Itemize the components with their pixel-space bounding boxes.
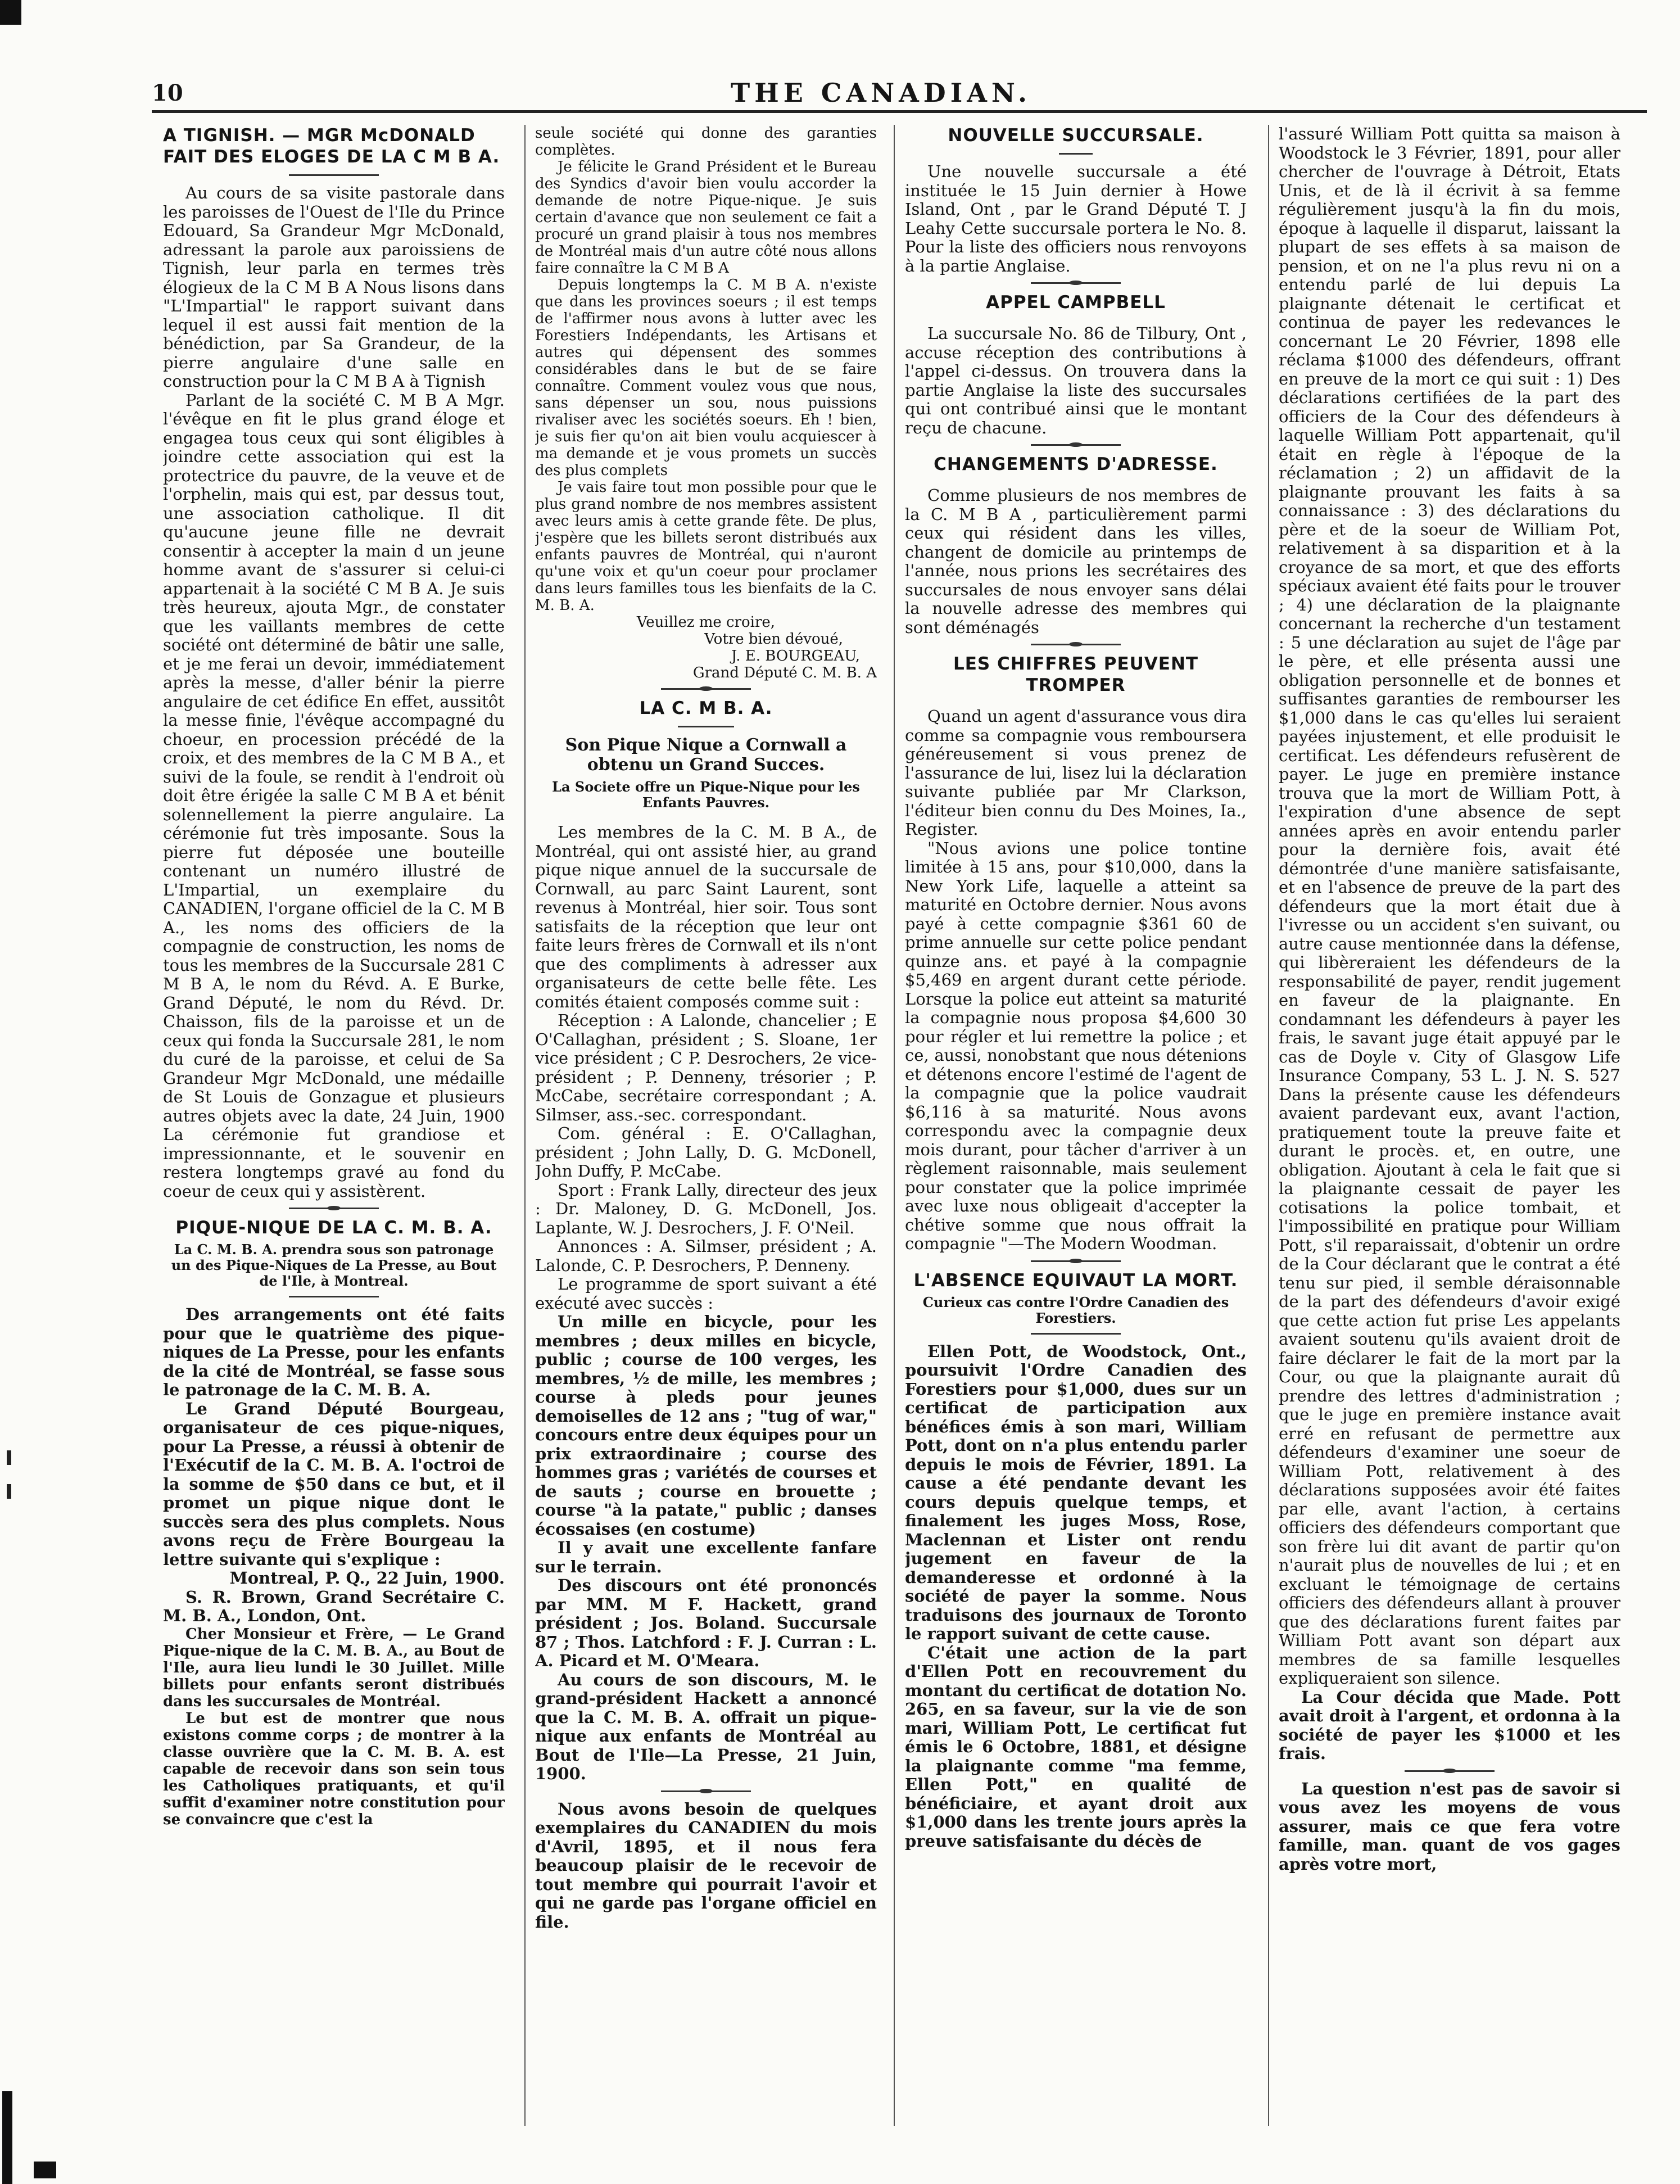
scan-edge-mark xyxy=(0,0,21,25)
article-paragraph: Parlant de la société C. M B A Mgr. l'évêque en fit le plus grand éloge et engagea tous ceux qui sont éligibles à joindre cette association qui est la protectrice du pauvre, de la veuve et de l'orphelin, mais qui est, par dessus tout, une association catholique. Il dit qu'aucune jeune fille ne devrait consentir à accepter la main d un jeune homme avant de s'assurer si celui-ci appartenait à la société C M B A. Je suis très heureux, ajouta Mgr., de constater que les vaillants membres de cette société ont déterminé de bâtir une salle, et je me ferai un devoir, immédiatement après la messe, d'aller bénir la pierre angulaire de cet édifice En effet, aussitôt la messe finie, l'évêque accompagné du choeur, en procession précédé de la croix, et des membres de la C M B A., et suivi de la foule, se rendit à l'endroit où doit être érigée la salle C M B A et bénit solennellement la pierre angulaire. La cérémonie fut très imposante. Sous la pierre fut déposée une bouteille contenant un numéro illustré de L'Impartial, un exemplaire du CANADIEN, l'organe officiel de la C. M B A., les noms des officiers de la compagnie de construction, les noms de tous les membres de la Succursale 281 C M B A, le nom du Révd. A. E Burke, Grand Député, le nom du Révd. Dr. Chaisson, fils de la paroisse et un de ceux qui fonda la Succursale 281, le nom du curé de la paroisse, et celui de Sa Grandeur Mgr McDonald, une médaille de St Louis de Gonzague et plusieurs autres objets avec la date, 24 Juin, 1900 La cérémonie fut grandiose et impressionnante, et le souvenir en restera longtemps gravé au fond du coeur de ceux qui y assistèrent. xyxy=(163,390,505,1201)
article-paragraph: l'assuré William Pott quitta sa maison à Woodstock le 3 Février, 1891, pour aller chercher de l'ouvrage à Détroit, Etats Unis, et de là il écrivit à sa femme régulièrement jusqu'à la fin du mois, époque à laquelle il disparut, laissant la plupart de ses effets à sa maison de pension, et on ne l'a plus revu ni on a entendu parlé de lui depuis La plaignante détenait le certificat et continua de payer les redevances le concernant Le 20 Février, 1898 elle réclama $1000 des défendeurs, offrant en preuve de la mort ce qui suit : 1) Des déclarations certifiées de la part des officiers de la Cour des défendeurs à laquelle William Pott appartenait, qu'il était en règle à l'époque de la réclamation ; 2) un affidavit de la plaignante prouvant les faits à sa connaissance : 3) des déclarations du père et de la soeur de William Pot, relativement à sa disparition et à la croyance de sa mort, et que des efforts spéciaux avaient été faits pour le trouver ; 4) une déclaration de la plaignante concernant la recherche d'un testament : 5 une déclaration au sujet de l'âge par le père, et elle présenta aussi une obligation personnelle et de bonnes et suffisantes garanties de rembourser les $1,000 dans le cas qu'elles lui seraient payées injustement, et elle produisit le certificat. Les défendeurs refusèrent de payer. Le juge en première instance trouva que la mort de William Pott, à l'expiration d'une absence de sept années après en avoir entendu parler pour la dernière fois, avait été démontrée d'une manière satisfaisante, et en l'absence de preuve de la part des défendeurs que la mort était due à l'ivresse ou un accident s'en suivant, ou autre cause mentionnée dans la défense, qui libèreraient les défendeurs de la responsabilité de payer, rendit jugement en faveur de la plaignante. En condamnant les défendeurs à payer les frais, le savant juge était appuyé par le cas de Doyle v. City of Glasgow Life Insurance Company, 53 L. J. N. S. 527 Dans la présente cause les défendeurs avaient pardevant eux, avant l'action, pratiquement toute la preuve faite et durant le procès. et, en outre, une obligation. Ajoutant à cela le fait que si la plaignante cessait de payer les cotisations la police tombait, et l'impossibilité en pratique pour William Pott, s'il reparaissait, d'obtenir un ordre de la Cour déclarant que le contrat a été tenu sur pied, il semble déraisonnable de la part des défendeurs d'avoir exigé que cette action fut prise Les appelants avaient soutenu qu'ils avaient droit de faire déclarer le fait de la mort par la Cour, ou que la plaignante aurait dû prendre des lettres d'administration ; que le juge en première instance avait erré en refusant de permettre aux défendeurs d'examiner une soeur de William Pott, relativement à des déclarations supposées avoir été faites par elle, avant l'action, à certains officiers des défendeurs comportant que son frère lui dit avant de partir qu'on n'aurait plus de nouvelles de lui ; et en excluant le témoignage de certains officiers des défendeurs allant à prouver que des déclarations furent faites par William Pott avant son départ aux membres de sa famille lesquelles expliqueraient son silence. xyxy=(1279,125,1620,1688)
article-paragraph: Une nouvelle succursale a été instituée le 15 Juin dernier à Howe Island, Ont , par le Grand Député T. J Leahy Cette succursale portera le No. 8. Pour la liste des officiers nous renvoyons à la partie Anglaise. xyxy=(905,162,1247,275)
notice-paragraph: Nous avons besoin de quelques exemplaires du CANADIEN du mois d'Avril, 1895, et il nous fera beaucoup plaisir de le recevoir de tout membre qui pourrait l'avoir et qui ne garde pas l'organe officiel en file. xyxy=(535,1799,877,1932)
column-1 xyxy=(163,125,505,2126)
article-paragraph: La Cour décida que Made. Pott avait droit à l'argent, et ordonna à la société de payer les $1000 et les frais. xyxy=(1279,1687,1620,1763)
article-headline: PIQUE-NIQUE DE LA C. M. B. A. xyxy=(175,1218,492,1238)
article-subheadline: Son Pique Nique a Cornwall a obtenu un Grand Succes. xyxy=(565,735,847,775)
letter-paragraph: Je vais faire tout mon possible pour que le plus grand nombre de nos membres assistent avec leurs amis à cette grande fête. De plus, j'espère que les billets seront distribués aux enfants pauvres de Montréal, qui n'auront qu'une voix et qu'un coeur pour proclamer dans leurs familles tous les bienfaits de la C. M. B. A. xyxy=(535,479,877,614)
separator xyxy=(289,1296,379,1297)
separator xyxy=(678,726,734,727)
article-paragraph: Des arrangements ont été faits pour que le quatrième des pique-niques de La Presse, pour les enfants de la cité de Montréal, se fasse sous le patronage de la C. M. B. A. xyxy=(163,1305,505,1399)
letter-paragraph: Cher Monsieur et Frère, — Le Grand Pique-nique de la C. M. B. A., au Bout de l'Ile, aura lieu lundi le 30 Juillet. Mille billets pour enfants seront distribués dans les succursales de Montréal. xyxy=(163,1625,505,1710)
article-paragraph: Sport : Frank Lally, directeur des jeux : Dr. Maloney, D. G. McDonell, Jos. Laplante, W. J. Desrochers, J. F. O'Neil. xyxy=(535,1180,877,1237)
letter-addressee: S. R. Brown, Grand Secrétaire C. M. B. A., London, Ont. xyxy=(163,1587,505,1625)
separator xyxy=(661,1790,751,1792)
letter-paragraph: Depuis longtemps la C. M B A. n'existe que dans les provinces soeurs ; il est temps de l'affirmer nous avons à lutter avec les Forestiers Indépendants, les Artisans et autres qui dépensent des sommes considérables dans le but de se faire connaître. Comment voulez vous que nous, sans dépenser un sou, nous puissions rivaliser avec les sociétés soeurs. Eh ! bien, je suis fier qu'on ait bien voulu acquiescer à ma demande et je vous promets un succès des plus complets xyxy=(535,277,877,479)
separator xyxy=(289,174,379,176)
article-paragraph: "Nous avions une police tontine limitée à 15 ans, pour $10,000, dans la New York Life, laquelle a atteint sa maturité en Octobre dernier. Nous avons payé à cette compagnie $361 60 de prime annuelle sur cette police pendant quinze ans. et payé à la compagnie $5,469 en argent durant cette période. Lorsque la police eut atteint sa maturité la compagnie nous proposa $4,600 30 pour régler et lui remettre la police ; et ce, aussi, nonobstant que nous détenions et détenons encore l'estimé de l'agent de la compagnie que la police vaudrait $6,116 à sa maturité. Nous avons correspondu avec la compagnie deux mois durant, pour tâcher d'arriver à un règlement raisonnable, mais seulement pour constater que la police imprimée avec luxe nous obligeait d'accepter la chétive somme que nous offrait la compagnie "—The Modern Woodman. xyxy=(905,838,1247,1253)
letter-paragraph: Le but est de montrer que nous existons comme corps ; de montrer à la classe ouvrière que la C. M. B. A. est capable de recevoir dans son sein tous les Catholiques pratiquants, et qu'il suffit d'examiner notre constitution pour se convaincre que c'est la xyxy=(163,1710,505,1828)
column-rule xyxy=(1268,125,1269,2126)
separator xyxy=(289,1208,379,1209)
article-paragraph: Le Grand Député Bourgeau, organisateur de ces pique-niques, pour La Presse, a réussi à obtenir de l'Exécutif de la C. M. B. A. l'octroi de la somme de $50 dans ce but, et il promet un pique nique dont le succès sera des plus complets. Nous avons reçu de Frère Bourgeau la lettre suivante qui s'explique : xyxy=(163,1399,505,1569)
article-headline: L'ABSENCE EQUIVAUT LA MORT. xyxy=(913,1270,1238,1291)
article-paragraph: Les membres de la C. M. B A., de Montréal, qui ont assisté hier, au grand pique nique annuel de la succursale de Cornwall, au parc Saint Laurent, sont revenus à Montréal, hier soir. Tous sont satisfaits de la réception que leur ont faite leurs frères de Cornwall et ils n'ont que des compliments à adresser aux organisateurs de cette belle fête. Les comités étaient composés comme suit : xyxy=(535,822,877,1011)
letter-signature: J. E. BOURGEAU, xyxy=(731,648,860,664)
separator xyxy=(1031,1260,1121,1262)
margin-mark xyxy=(7,1450,11,1465)
article-paragraph: Ellen Pott, de Woodstock, Ont., poursuivit l'Ordre Canadien des Forestiers pour $1,000, dues sur un certificat de participation aux bénéfices émis à son mari, William Pott, dont on n'a plus entendu parler depuis le mois de Février, 1891. La cause a été pendante devant les cours depuis quelque temps, et finalement les juges Moss, Rose, Maclennan et Lister ont rendu jugement en faveur de la demanderesse et ordonné à la société de payer la somme. Nous traduisons des journaux de Toronto le rapport suivant de cette cause. xyxy=(905,1341,1247,1643)
article-headline: NOUVELLE SUCCURSALE. xyxy=(948,125,1204,146)
article-paragraph: Annonces : A. Silmser, président ; A. Lalonde, C. P. Desrochers, P. Denneny. xyxy=(535,1237,877,1275)
header-rule xyxy=(152,110,1647,113)
page-number: 10 xyxy=(152,80,183,106)
separator xyxy=(1031,1333,1121,1335)
article-headline: LES CHIFFRES PEUVENT TROMPER xyxy=(953,654,1199,695)
page-header xyxy=(152,74,1647,108)
separator xyxy=(1031,282,1121,284)
separator xyxy=(1405,1770,1495,1772)
article-paragraph: Au cours de sa visite pastorale dans les paroisses de l'Ouest de l'Ile du Prince Edouard, Sa Grandeur Mgr McDonald, adressant la parole aux paroissiens de Tignish, leur parla en termes très élogieux de la C M B A Nous lisons dans "L'Impartial" le rapport suivant dans lequel il est aussi fait mention de la bénédiction, par Sa Grandeur, de la pierre angulaire d'une salle en construction pour la C M B A à Tignish xyxy=(163,183,505,391)
column-3 xyxy=(905,125,1247,2126)
column-rule xyxy=(524,125,526,2126)
article-headline: APPEL CAMPBELL xyxy=(986,292,1166,313)
article-paragraph: La succursale No. 86 de Tilbury, Ont , accuse réception des contributions à l'appel ci-dessus. On trouvera dans la partie Anglaise la liste des succursales qui ont contribué ainsi que le montant reçu de chacune. xyxy=(905,324,1247,437)
article-paragraph: Com. général : E. O'Callaghan, président ; John Lally, D. G. McDonell, John Duffy, P. McCabe. xyxy=(535,1124,877,1181)
article-subheadline: La Societe offre un Pique-Nique pour les Enfants Pauvres. xyxy=(552,779,860,811)
scan-edge-mark xyxy=(34,2162,56,2178)
letter-signature: Grand Député C. M. B. A xyxy=(692,664,877,681)
article-paragraph: C'était une action de la part d'Ellen Pott en recouvrement du montant du certificat de dotation No. 265, en sa faveur, sur la vie de son mari, William Pott, Le certificat fut émis le 6 Octobre, 1881, et désigne la plaignante comme "ma femme, Ellen Pott," en qualité de bénéficiaire, et ayant droit aux $1,000 dans les trente jours après la preuve satisfaisante du décès de xyxy=(905,1643,1247,1851)
newspaper-title: THE CANADIAN. xyxy=(731,78,1032,108)
letter-closing: Veuillez me croire, xyxy=(636,614,776,631)
article-paragraph: Au cours de son discours, M. le grand-président Hackett a annoncé que la C. M. B. A. offrait un pique-nique aux enfants de Montréal au Bout de l'Ile—La Presse, 21 Juin, 1900. xyxy=(535,1670,877,1783)
article-paragraph: Un mille en bicycle, pour les membres ; deux milles en bicycle, public ; course de 100 verges, les membres, ½ de mille, les membres ; course à pleds pour jeunes demoiselles de 12 ans ; "tug of war," concours entre deux équipes pour un prix extraordinaire ; course des hommes gras ; variétés de courses et de sauts ; course en brouette ; course "à la patate," public ; danses écossaises (en costume) xyxy=(535,1312,877,1539)
letter-paragraph: Je félicite le Grand Président et le Bureau des Syndics d'avoir bien voulu accorder la demande de notre Pique-nique. Je suis certain d'avance que non seulement ce fait a procuré un grand plaisir à tous nos membres de Montréal mais d'un autre côté nous allons faire connaître la C M B A xyxy=(535,159,877,277)
article-subheadline: La C. M. B. A. prendra sous son patronage un des Pique-Niques de La Presse, au Bout de l'Ile, à Montreal. xyxy=(171,1241,497,1289)
separator xyxy=(1059,153,1093,155)
article-headline: LA C. M B. A. xyxy=(639,698,773,718)
article-headline: A TIGNISH. — MGR McDONALD FAIT DES ELOGES DE LA C M B A. xyxy=(163,125,500,167)
column-2 xyxy=(535,125,877,2126)
article-paragraph: Des discours ont été prononcés par MM. M F. Hackett, grand président ; Jos. Boland. Succursale 87 ; Thos. Latchford : F. J. Curran : L. A. Picard et M. O'Meara. xyxy=(535,1576,877,1670)
article-headline: CHANGEMENTS D'ADRESSE. xyxy=(934,454,1218,474)
article-paragraph: La question n'est pas de savoir si vous avez les moyens de vous assurer, mais ce que fera votre famille, man. quant de vos gages après votre mort, xyxy=(1279,1779,1620,1874)
article-subheadline: Curieux cas contre l'Ordre Canadien des Forestiers. xyxy=(922,1294,1229,1326)
article-paragraph: Quand un agent d'assurance vous dira comme sa compagnie vous remboursera généreusement si vous prenez de l'assurance de lui, lisez lui la déclaration suivante publiée par Mr Clarkson, l'éditeur bien connu du Des Moines, Ia., Register. xyxy=(905,707,1247,839)
scan-edge-mark xyxy=(2,2091,12,2184)
column-rule xyxy=(894,125,895,2126)
margin-mark xyxy=(7,1484,11,1499)
letter-paragraph: seule société qui donne des garanties complètes. xyxy=(535,125,877,159)
letter-closing: Votre bien dévoué, xyxy=(704,631,843,648)
separator xyxy=(1031,644,1121,645)
article-paragraph: Le programme de sport suivant a été exécuté avec succès : xyxy=(535,1274,877,1313)
article-paragraph: Comme plusieurs de nos membres de la C. M B A , particulièrement parmi ceux qui résident dans les villes, changent de domicile au printemps de l'année, nous prions les secrétaires des succursales de nous envoyer sans délai la nouvelle adresse des membres qui sont déménagés xyxy=(905,486,1247,637)
separator xyxy=(1031,444,1121,446)
column-4 xyxy=(1279,125,1620,2126)
article-paragraph: Il y avait une excellente fanfare sur le terrain. xyxy=(535,1538,877,1576)
article-paragraph: Réception : A Lalonde, chancelier ; E O'Callaghan, président ; S. Sloane, 1er vice président ; C P. Desrochers, 2e vice-président ; P. Denneny, trésorier ; P. McCabe, secrétaire correspondant ; A. Silmser, ass.-sec. correspondant. xyxy=(535,1011,877,1124)
separator xyxy=(661,688,751,690)
letter-dateline: Montreal, P. Q., 22 Juin, 1900. xyxy=(229,1568,505,1588)
